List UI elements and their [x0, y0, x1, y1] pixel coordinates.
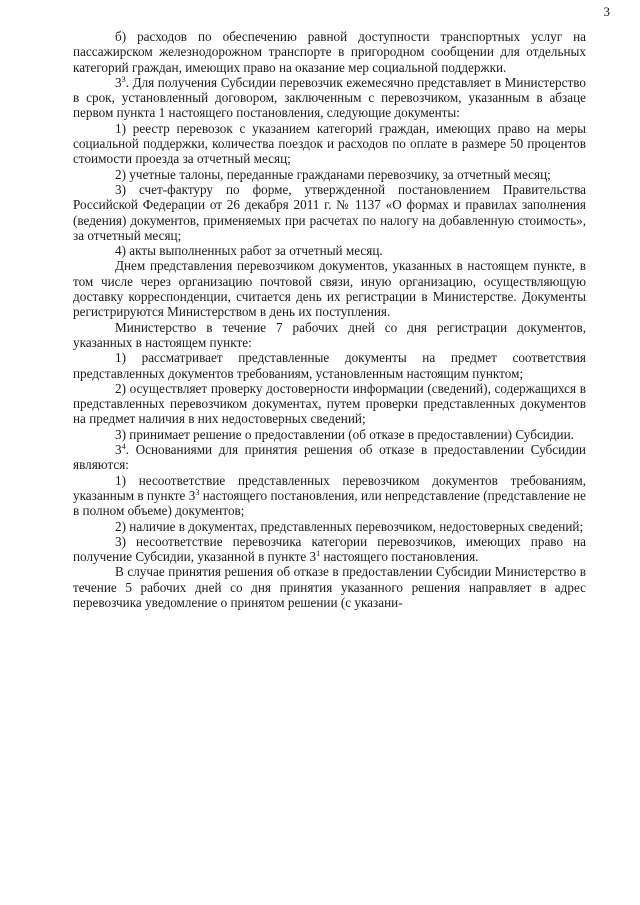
paragraph: [73, 258, 586, 319]
paragraph: [73, 167, 586, 182]
superscript: 3: [121, 74, 126, 84]
text-run: 3: [115, 442, 122, 458]
text-run: Министерство в течение 7 рабочих дней со дня регистрации документов, указанных в настоящем пункте:: [73, 319, 586, 350]
text-run: . Для получения Субсидии перевозчик ежемесячно представляет в Министерство в срок, установленный договором, заключенным с перевозчиком, указанным в абзаце первом пункта 1 настоящего постановления, следующие документы:: [73, 74, 586, 121]
text-run: 4) акты выполненных работ за отчетный месяц.: [115, 243, 383, 259]
paragraph: [73, 427, 586, 442]
text-run: 3) счет-фактуру по форме, утвержденной постановлением Правительства Российской Федерации от 26 декабря 2011 г. № 1137 «О формах и правилах заполнения (ведения) документов, применяемых при расчетах по налогу на добавленную стоимость», за отчетный месяц;: [73, 181, 586, 243]
superscript: 4: [121, 441, 126, 451]
text-run: Днем представления перевозчиком документов, указанных в настоящем пункте, в том числе через организацию почтовой связи, иную организацию, осуществляющую доставку корреспонденции, считается день их регистрации в Министерстве. Документы регистрируются Министерством в день их поступления.: [73, 258, 586, 320]
paragraph: [73, 320, 586, 351]
text-run: б) расходов по обеспечению равной доступности транспортных услуг на пассажирском железнодорожном транспорте в пригородном сообщении для отдельных категорий граждан, имеющих право на оказание мер социальной поддержки.: [73, 29, 586, 75]
text-run: 3) принимает решение о предоставлении (об отказе в предоставлении) Субсидии.: [115, 426, 574, 442]
text-run: 1) рассматривает представленные документы на предмет соответствия представленных документов требованиям, установленным настоящим пунктом;: [73, 350, 586, 381]
paragraph: [73, 564, 586, 610]
paragraph: [73, 534, 586, 565]
paragraph: [73, 473, 586, 519]
paragraph: [73, 121, 586, 167]
document-body: [73, 29, 586, 610]
page-number: 3: [603, 4, 610, 19]
text-run: 1) несоответствие представленных перевозчиком документов требованиям, указанным в пункте 3: [73, 472, 586, 503]
paragraph: [73, 519, 586, 534]
text-run: 2) наличие в документах, представленных перевозчиком, недостоверных сведений;: [115, 518, 584, 534]
text-run: 2) осуществляет проверку достоверности информации (сведений), содержащихся в представленных перевозчиком документах, путем проверки представленных документов на предмет наличия в них недостоверных сведений;: [73, 380, 586, 427]
paragraph: [73, 75, 586, 121]
text-run: 3) несоответствие перевозчика категории перевозчиков, имеющих право на получение Субсидии, указанной в пункте 3: [73, 533, 586, 565]
paragraph: [73, 381, 586, 427]
text-run: 3: [115, 74, 122, 90]
text-run: настоящего постановления, или непредставление (представление не в полном объеме) документов;: [73, 487, 587, 519]
text-run: В случае принятия решения об отказе в предоставлении Субсидии Министерство в течение 5 рабочих дней со дня принятия указанного решения направляет в адрес перевозчика уведомление о принятом решении (с указани-: [73, 564, 586, 610]
text-run: 1) реестр перевозок с указанием категорий граждан, имеющих право на меры социальной поддержки, количества поездок и расходов по оплате в размере 50 процентов стоимости проезда за отчетный месяц;: [73, 120, 586, 167]
paragraph: [73, 243, 586, 258]
text-run: . Основаниями для принятия решения об отказе в предоставлении Субсидии являются:: [73, 442, 586, 473]
text-run: 2) учетные талоны, переданные гражданами перевозчику, за отчетный месяц;: [115, 166, 551, 182]
superscript: 3: [195, 487, 200, 497]
paragraph: [73, 350, 586, 381]
superscript: 1: [316, 549, 321, 559]
paragraph: [73, 442, 586, 473]
paragraph: [73, 29, 586, 75]
paragraph: [73, 182, 586, 243]
text-run: настоящего постановления.: [320, 549, 479, 565]
